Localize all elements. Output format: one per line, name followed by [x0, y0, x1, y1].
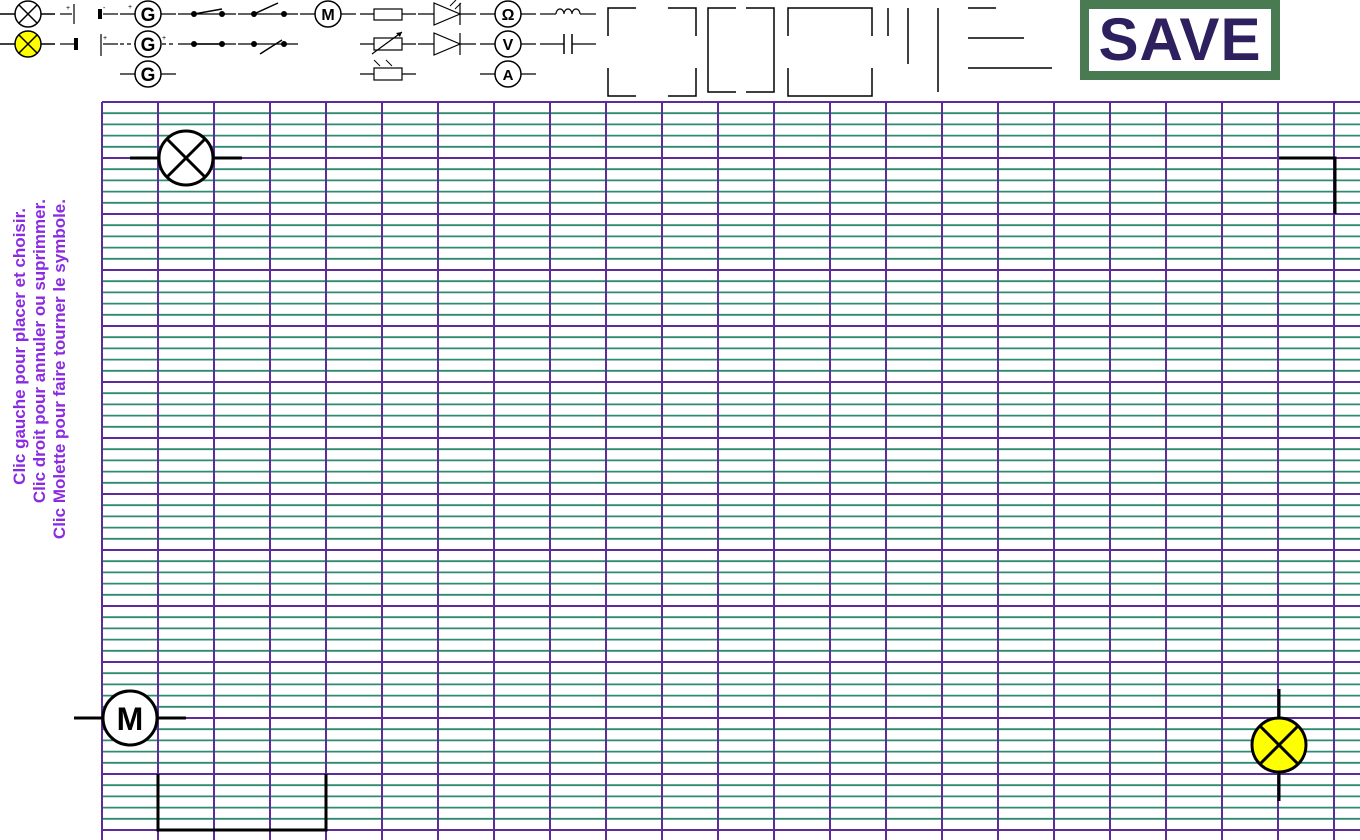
palette-generator-1-letter: G — [140, 5, 156, 26]
save-button[interactable]: SAVE — [1080, 0, 1280, 80]
svg-text:+: + — [103, 35, 108, 42]
palette-lamp-on[interactable] — [0, 31, 55, 57]
instruction-line-3: Clic Molette pour faire tourner le symbole. — [50, 199, 69, 540]
palette-switch-open-2[interactable] — [238, 40, 298, 54]
placed-wire-u[interactable] — [158, 774, 326, 830]
instruction-line-1: Clic gauche pour placer et choisir. — [10, 208, 29, 485]
palette-switch-closed-1[interactable] — [178, 9, 236, 17]
palette-generator-3-letter: G — [140, 65, 156, 86]
svg-text:+: + — [162, 35, 167, 42]
palette-wire-corners[interactable] — [608, 8, 872, 96]
palette-motor[interactable] — [300, 1, 356, 27]
palette-switch-open-1[interactable] — [238, 3, 298, 17]
placed-motor-letter: M — [116, 701, 144, 737]
palette-switch-closed-2[interactable] — [178, 41, 236, 47]
palette-ammeter-letter: A — [502, 67, 514, 84]
palette-voltmeter-letter: V — [502, 37, 514, 54]
palette-resistor[interactable] — [360, 9, 416, 20]
palette-capacitor[interactable] — [540, 34, 596, 54]
palette-battery-1[interactable] — [60, 4, 74, 24]
instruction-line-2: Clic droit pour annuler ou suprimmer. — [30, 199, 49, 504]
placed-lamp-on[interactable] — [1252, 689, 1306, 801]
palette-battery-4[interactable] — [101, 34, 118, 56]
palette-wire-straight[interactable] — [888, 8, 1052, 92]
palette-ohmmeter[interactable] — [480, 1, 536, 27]
svg-text:-: - — [103, 5, 106, 12]
palette-ohmmeter-letter: Ω — [501, 7, 515, 24]
palette-generator-3[interactable] — [120, 61, 176, 87]
palette-battery-3[interactable] — [100, 5, 118, 19]
palette-generator-2-letter: G — [140, 35, 156, 56]
placed-wire-corner[interactable] — [1279, 158, 1335, 214]
palette-ammeter[interactable] — [480, 61, 536, 87]
palette-variable-resistor[interactable] — [360, 32, 416, 54]
svg-text:+: + — [66, 5, 71, 12]
palette-lamp-off[interactable] — [0, 1, 55, 27]
instructions-panel — [0, 100, 100, 840]
palette-photo-resistor[interactable] — [360, 60, 416, 80]
grid-minor-lines — [102, 102, 1360, 830]
svg-text:+: + — [128, 4, 133, 11]
palette-motor-letter: M — [321, 7, 335, 24]
palette-inductor[interactable] — [540, 9, 596, 14]
palette-diode[interactable] — [418, 33, 476, 55]
placed-lamp-off[interactable] — [130, 131, 242, 185]
palette-generator-1[interactable] — [120, 1, 176, 27]
palette-generator-2[interactable] — [120, 31, 176, 57]
palette-voltmeter[interactable] — [480, 31, 536, 57]
palette-battery-2[interactable] — [60, 38, 76, 50]
palette-led[interactable] — [418, 0, 476, 25]
